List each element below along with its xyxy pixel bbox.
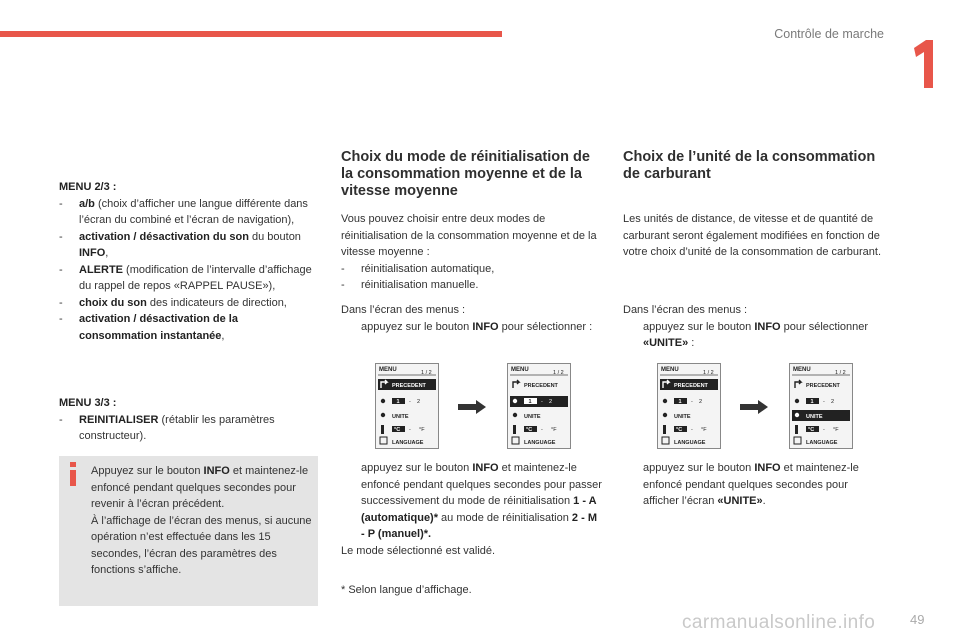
section-title: Contrôle de marche — [774, 27, 884, 41]
list-item: - ALERTE (modification de l’intervalle d’affichage du rappel de repos «RAPPEL PAUSE»), — [59, 263, 312, 292]
list-item: - a/b (choix d’afficher une langue différente dans l’écran du combiné et l’écran de navigation), — [59, 197, 308, 226]
screen-language: LANGUAGE — [806, 440, 838, 446]
bulb-icon — [795, 399, 799, 403]
screen-fahrenheit: °F — [419, 427, 425, 433]
screen-fahrenheit: °F — [833, 427, 839, 433]
list-item: - réinitialisation automatique, — [341, 262, 495, 275]
unit-icon — [381, 413, 385, 417]
screen-mode-dash: - — [409, 399, 411, 405]
screen-menu-label: MENU — [661, 367, 679, 373]
screen-frame — [790, 364, 853, 449]
screen-row-highlight — [510, 396, 568, 407]
screen-precedent: PRECEDENT — [674, 383, 708, 389]
screen-menu-label: MENU — [793, 367, 811, 373]
right-title: Choix de l’unité de la consommation de carburant — [623, 149, 876, 182]
screen-celsius: °C — [676, 427, 683, 433]
list-item: appuyez sur le bouton INFO pour sélectionner «UNITE» : — [643, 320, 869, 349]
screen-frame — [658, 364, 721, 449]
unit-icon — [795, 413, 799, 417]
list-item: appuyez sur le bouton INFO pour sélectionner : — [361, 320, 593, 333]
menu-3-3-block — [59, 395, 319, 445]
screen-mode-value2: 2 — [831, 399, 835, 405]
screen-language: LANGUAGE — [524, 440, 556, 446]
list-item: - REINITIALISER (rétablir les paramètres constructeur). — [59, 413, 275, 442]
display-screen-4 — [789, 363, 853, 449]
menu-2-3-title: MENU 2/3 : — [59, 181, 117, 193]
screen-celsius: °C — [394, 427, 401, 433]
screen-celsius: °C — [526, 427, 533, 433]
screen-precedent: PRECEDENT — [392, 383, 426, 389]
right-step1-block: Dans l’écran des menus : appuyez sur le bouton INFO pour sélectionner «UNITE» : — [623, 302, 885, 352]
middle-intro-block: Vous pouvez choisir entre deux modes de réinitialisation de la consommation moyenne et de la vitesse moyenne : - réinitialisation automatique, - réinitialisation manuelle. — [341, 211, 603, 294]
screen-temp-dash: - — [823, 427, 825, 433]
screen-mode-dash: - — [541, 399, 543, 405]
screen-unite: UNITE — [392, 414, 409, 420]
screen-page-label: 1 / 2 — [703, 370, 714, 376]
thermometer-icon — [795, 425, 798, 434]
screen-temp-dash: - — [541, 427, 543, 433]
bulb-icon — [663, 399, 667, 403]
info-icon — [64, 461, 82, 487]
list-item: - activation / désactivation du son du bouton INFO, — [59, 230, 301, 259]
screen-precedent: PRECEDENT — [524, 383, 558, 389]
info-box-text: Appuyez sur le bouton INFO et maintenez-le enfoncé pendant quelques secondes pour revenir à l’écran précédent. À l’affichage de l’écran des menus, si aucune opération n’est effectuée dans les 15 secondes, l’écran des paramètres des fonctions s’affiche. — [91, 465, 312, 576]
list-item: appuyez sur le bouton INFO et maintenez-le enfoncé pendant quelques secondes pour passer successivement du mode de réinitialisation 1 - A (automatique)* au mode de réinitialisation 2 - M - P (manuel)*. — [361, 462, 602, 540]
right-step2-block — [623, 460, 885, 510]
thermometer-icon — [663, 425, 666, 434]
display-screen-3 — [657, 363, 721, 449]
screen-mode-dash: - — [823, 399, 825, 405]
header-accent-bar — [0, 31, 502, 37]
screen-mode-value: 1 — [396, 399, 400, 405]
screen-unite: UNITE — [806, 414, 823, 420]
unit-icon — [513, 413, 517, 417]
screen-mode-value2: 2 — [549, 399, 553, 405]
screen-mode-value2: 2 — [417, 399, 421, 405]
screen-unite: UNITE — [674, 414, 691, 420]
display-screen-2 — [507, 363, 571, 449]
middle-title: Choix du mode de réinitialisation de la consommation moyenne et de la vitesse moyenne — [341, 149, 590, 199]
list-item: - réinitialisation manuelle. — [341, 279, 479, 291]
arrow-right-icon — [458, 400, 486, 414]
screen-mode-value: 1 — [678, 399, 682, 405]
screen-frame — [376, 364, 439, 449]
screen-page-label: 1 / 2 — [553, 370, 564, 376]
screen-fahrenheit: °F — [701, 427, 707, 433]
screen-temp-dash: - — [409, 427, 411, 433]
screen-language: LANGUAGE — [674, 440, 706, 446]
screen-fahrenheit: °F — [551, 427, 557, 433]
unit-icon — [663, 413, 667, 417]
screen-menu-label: MENU — [511, 367, 529, 373]
chapter-number — [906, 38, 940, 90]
list-item: appuyez sur le bouton INFO et maintenez-le enfoncé pendant quelques secondes pour afficher l’écran «UNITE». — [643, 462, 859, 507]
screen-language: LANGUAGE — [392, 440, 424, 446]
thermometer-icon — [381, 425, 384, 434]
thermometer-icon — [513, 425, 516, 434]
screen-page-label: 1 / 2 — [421, 370, 432, 376]
menu-3-3-title: MENU 3/3 : — [59, 397, 117, 409]
middle-step1-block: Dans l’écran des menus : appuyez sur le bouton INFO pour sélectionner : — [341, 302, 603, 335]
screen-page-label: 1 / 2 — [835, 370, 846, 376]
middle-step2-block: appuyez sur le bouton INFO et maintenez-le enfoncé pendant quelques secondes pour passer successivement du mode de réinitialisation 1 - A (automatique)* au mode de réinitialisation 2 - M - P (manuel)*. Le mode sélectionné est validé. — [341, 462, 602, 557]
arrow-right-icon — [740, 400, 768, 414]
screen-mode-dash: - — [691, 399, 693, 405]
bulb-icon — [513, 399, 517, 403]
page-number: 49 — [910, 612, 925, 627]
screen-precedent: PRECEDENT — [806, 383, 840, 389]
left-column — [59, 179, 319, 344]
right-intro: Les unités de distance, de vitesse et de quantité de carburant seront également modifiées en fonction de votre choix d’unité de la consommation de carburant. — [623, 213, 882, 258]
screen-mode-value2: 2 — [699, 399, 703, 405]
screen-temp-dash: - — [691, 427, 693, 433]
bulb-icon — [381, 399, 385, 403]
screen-menu-label: MENU — [379, 367, 397, 373]
screen-celsius: °C — [808, 427, 815, 433]
watermark: carmanualsonline.info — [682, 612, 876, 633]
footnote: * Selon langue d’affichage. — [341, 584, 472, 596]
list-item: - activation / désactivation de la consommation instantanée, — [59, 313, 238, 342]
display-screen-1 — [375, 363, 439, 449]
screen-mode-value: 1 — [528, 399, 532, 405]
screen-mode-value: 1 — [810, 399, 814, 405]
screen-unite: UNITE — [524, 414, 541, 420]
list-item: - choix du son des indicateurs de direction, — [59, 296, 287, 309]
